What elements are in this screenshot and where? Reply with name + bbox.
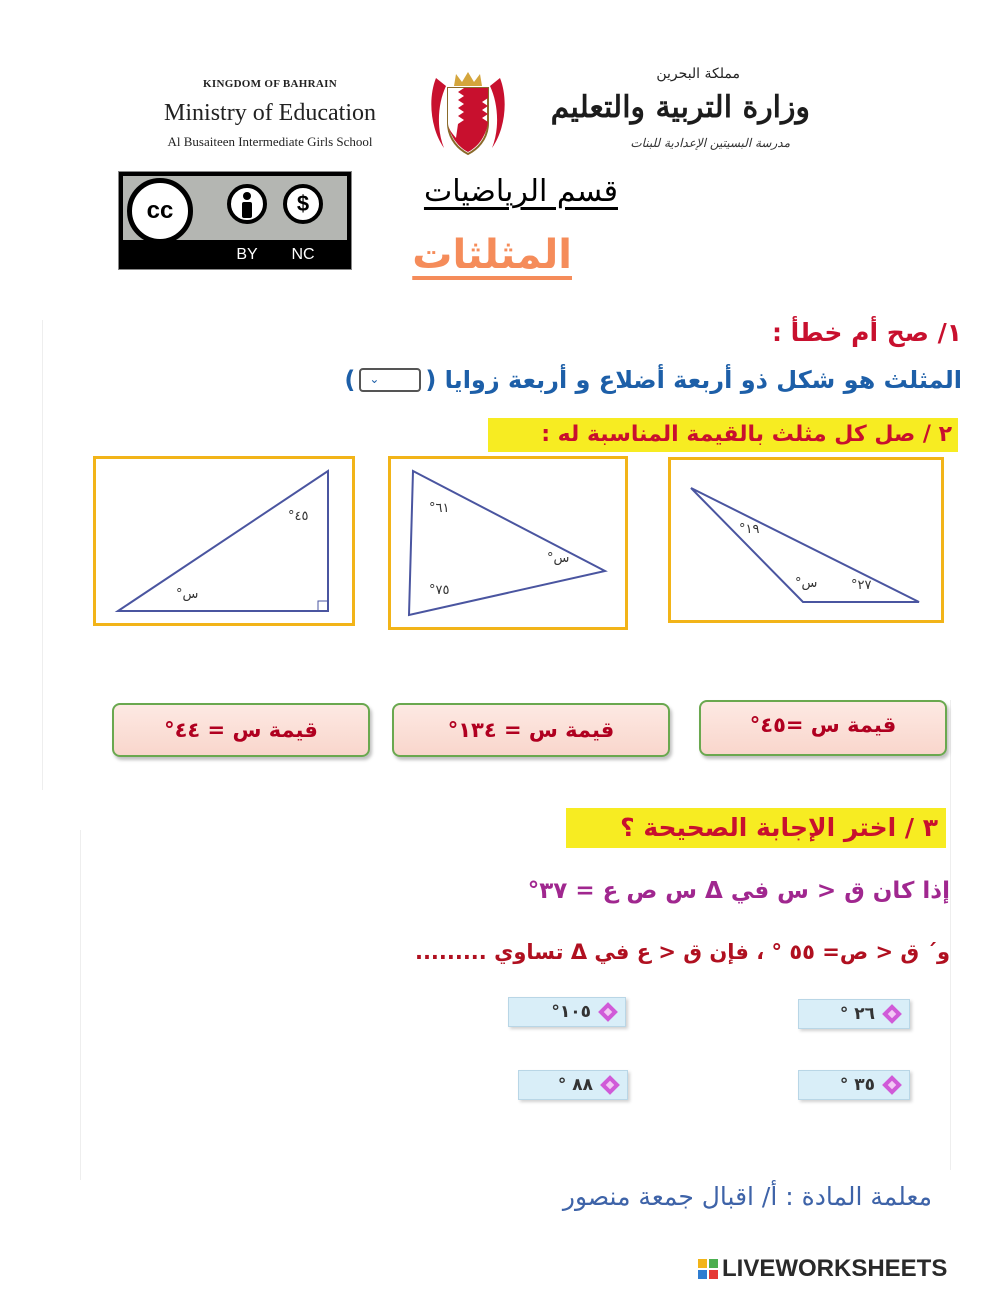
choice-26[interactable] (798, 999, 910, 1029)
kingdom-ar: مملكة البحرين (656, 66, 740, 82)
choice-88[interactable] (518, 1070, 628, 1100)
choice-35[interactable] (798, 1070, 910, 1100)
choice-label: ١٠٥° (551, 1002, 591, 1022)
angle-label-x: س° (547, 551, 570, 566)
q1-statement: المثلث هو شكل ذو أربعة أضلاع و أربعة زوايا ( (425, 366, 962, 394)
choice-105[interactable] (508, 997, 626, 1027)
q1-select[interactable] (359, 368, 421, 392)
chevron-down-icon: ⌄ (369, 372, 380, 386)
choice-label: ٨٨ ° (557, 1075, 593, 1095)
brand-name: LIVEWORKSHEETS (722, 1255, 948, 1282)
teacher-name: معلمة المادة : أ/ اقبال جمعة منصور (562, 1182, 932, 1211)
q1-close-paren: ) (344, 366, 356, 394)
department-heading: قسم الرياضيات (423, 174, 618, 209)
angle-label-27: ٢٧° (851, 578, 872, 593)
answer-box-45[interactable]: قيمة س =٤٥° (699, 700, 947, 756)
school-en: Al Busaiteen Intermediate Girls School (167, 134, 373, 149)
answer-box-134[interactable]: قيمة س = ١٣٤° (392, 703, 670, 757)
kingdom-en: KINGDOM OF BAHRAIN (203, 78, 337, 90)
choice-label: ٢٦ ° (839, 1004, 875, 1024)
triangle-panel-3[interactable] (668, 457, 944, 623)
angle-label-61: ٦١° (429, 501, 450, 516)
noncommercial-icon: $ (283, 184, 323, 224)
triangle-panel-2[interactable] (388, 456, 628, 630)
diamond-icon (882, 1075, 902, 1095)
choice-label: ٣٥ ° (839, 1075, 875, 1095)
triangle-panel-1[interactable] (93, 456, 355, 626)
liveworksheets-logo (698, 1254, 998, 1284)
diamond-icon (882, 1004, 902, 1024)
liveworksheets-icon (698, 1259, 718, 1279)
license-by: BY (236, 246, 258, 263)
q1-row (268, 360, 962, 400)
angle-label-45: ٤٥° (288, 509, 309, 524)
page-title: المثلثات (412, 232, 572, 278)
answer-box-44[interactable]: قيمة س = ٤٤° (112, 703, 370, 757)
school-ar: مدرسة البسيتين الإعدادية للبنات (630, 136, 790, 150)
diamond-icon (598, 1002, 618, 1022)
ministry-en: Ministry of Education (164, 100, 376, 126)
q1-heading: ١/ صح أم خطأ : (771, 318, 962, 347)
cc-icon: cc (127, 178, 193, 244)
q3-line2: و´ ق < ص= ٥٥ ° ، فإن ق < ع في Δ تساوي ......... (414, 940, 950, 964)
q3-line1: إذا كان ق < س في Δ س ص ع = ٣٧° (527, 878, 950, 904)
diamond-icon (600, 1075, 620, 1095)
q3-heading: ٣ / اختر الإجابة الصحيحة ؟ (566, 808, 946, 848)
q2-heading: ٢ / صل كل مثلث بالقيمة المناسبة له : (488, 418, 958, 452)
bahrain-emblem (426, 68, 510, 160)
cc-license-badge (118, 171, 352, 270)
angle-label-x: س° (176, 587, 199, 602)
license-nc: NC (291, 246, 315, 263)
angle-label-19: ١٩° (739, 522, 760, 537)
ministry-ar: وزارة التربية والتعليم (550, 90, 810, 125)
angle-label-x: س° (795, 576, 818, 591)
attribution-icon (227, 184, 267, 224)
angle-label-75: ٧٥° (429, 583, 450, 598)
